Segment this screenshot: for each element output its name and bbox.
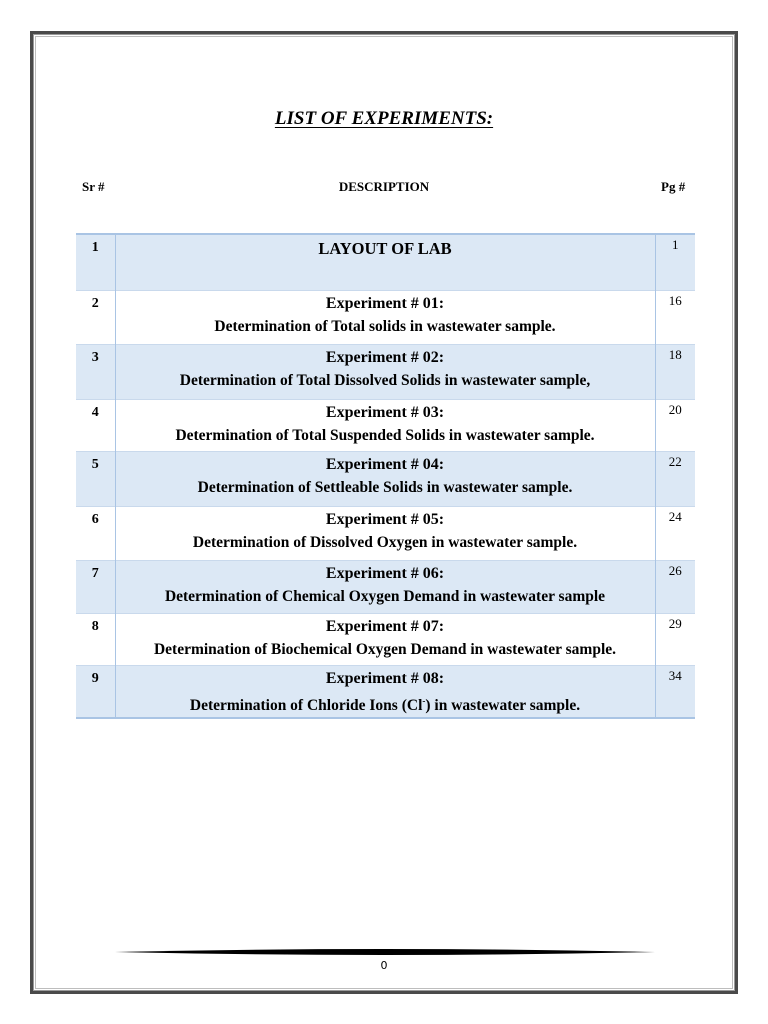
experiments-table [76,233,695,719]
page-number: 0 [380,959,388,972]
row-page: 16 [668,292,682,308]
row-title: Experiment # 04: [325,455,445,473]
row-description [115,506,655,560]
row-subtitle: Determination of Total Suspended Solids in wastewater sample. [175,426,595,444]
table-row [76,344,695,399]
table-row [76,506,695,560]
table-row [76,665,695,718]
row-title: Experiment # 07: [325,617,445,635]
table-row [76,560,695,613]
subtitle-text: ) in wastewater sample. [425,696,581,714]
row-subtitle: Determination of Dissolved Oxygen in wastewater sample. [192,533,578,551]
row-title: Experiment # 08: [325,669,445,687]
row-subtitle: Determination of Chemical Oxygen Demand in wastewater sample [164,587,606,605]
row-sr: 2 [91,295,99,311]
row-description [115,234,655,290]
row-page: 22 [668,453,682,469]
table-row [76,234,695,290]
row-title: Experiment # 01: [325,294,445,312]
row-sr: 6 [91,511,99,527]
table-row [76,613,695,665]
row-sr: 9 [91,670,99,686]
page-title: LIST OF EXPERIMENTS: [274,108,494,129]
row-description [115,399,655,451]
row-subtitle: Determination of Total Dissolved Solids in wastewater sample, [179,371,591,389]
table-row [76,399,695,451]
row-subtitle [116,690,655,717]
header-description: DESCRIPTION [338,179,430,194]
row-sr: 5 [91,456,99,472]
header-sr: Sr # [82,179,105,194]
row-description [115,451,655,506]
row-page: 24 [668,508,682,524]
row-sr: 1 [91,240,99,255]
row-page: 29 [668,615,682,631]
row-page: 26 [668,562,682,578]
footer-divider [115,945,655,959]
row-page: 20 [668,401,682,417]
row-description [115,560,655,613]
row-sr: 3 [91,349,99,365]
row-subtitle: Determination of Settleable Solids in wastewater sample. [197,478,573,496]
row-sr: 7 [91,565,99,581]
row-description [115,613,655,665]
row-title: Experiment # 02: [325,348,445,366]
row-description [115,665,655,718]
row-sr: 4 [91,404,99,420]
subtitle-text: Determination of Chloride Ions (Cl [189,696,423,714]
row-page: 1 [672,237,679,252]
header-page: Pg # [661,179,686,194]
table-row [76,451,695,506]
row-title: LAYOUT OF LAB [318,239,452,258]
superscript: - [422,695,426,706]
row-subtitle: Determination of Total solids in wastewater sample. [214,317,556,335]
row-title: Experiment # 05: [325,510,445,528]
row-description [115,290,655,344]
row-sr: 8 [91,618,99,634]
row-page: 34 [668,667,682,683]
row-title: Experiment # 06: [325,564,445,582]
row-page: 18 [668,346,682,362]
row-title: Experiment # 03: [325,403,445,421]
row-subtitle: Determination of Biochemical Oxygen Demand in wastewater sample. [153,640,617,658]
table-row [76,290,695,344]
row-description [115,344,655,399]
